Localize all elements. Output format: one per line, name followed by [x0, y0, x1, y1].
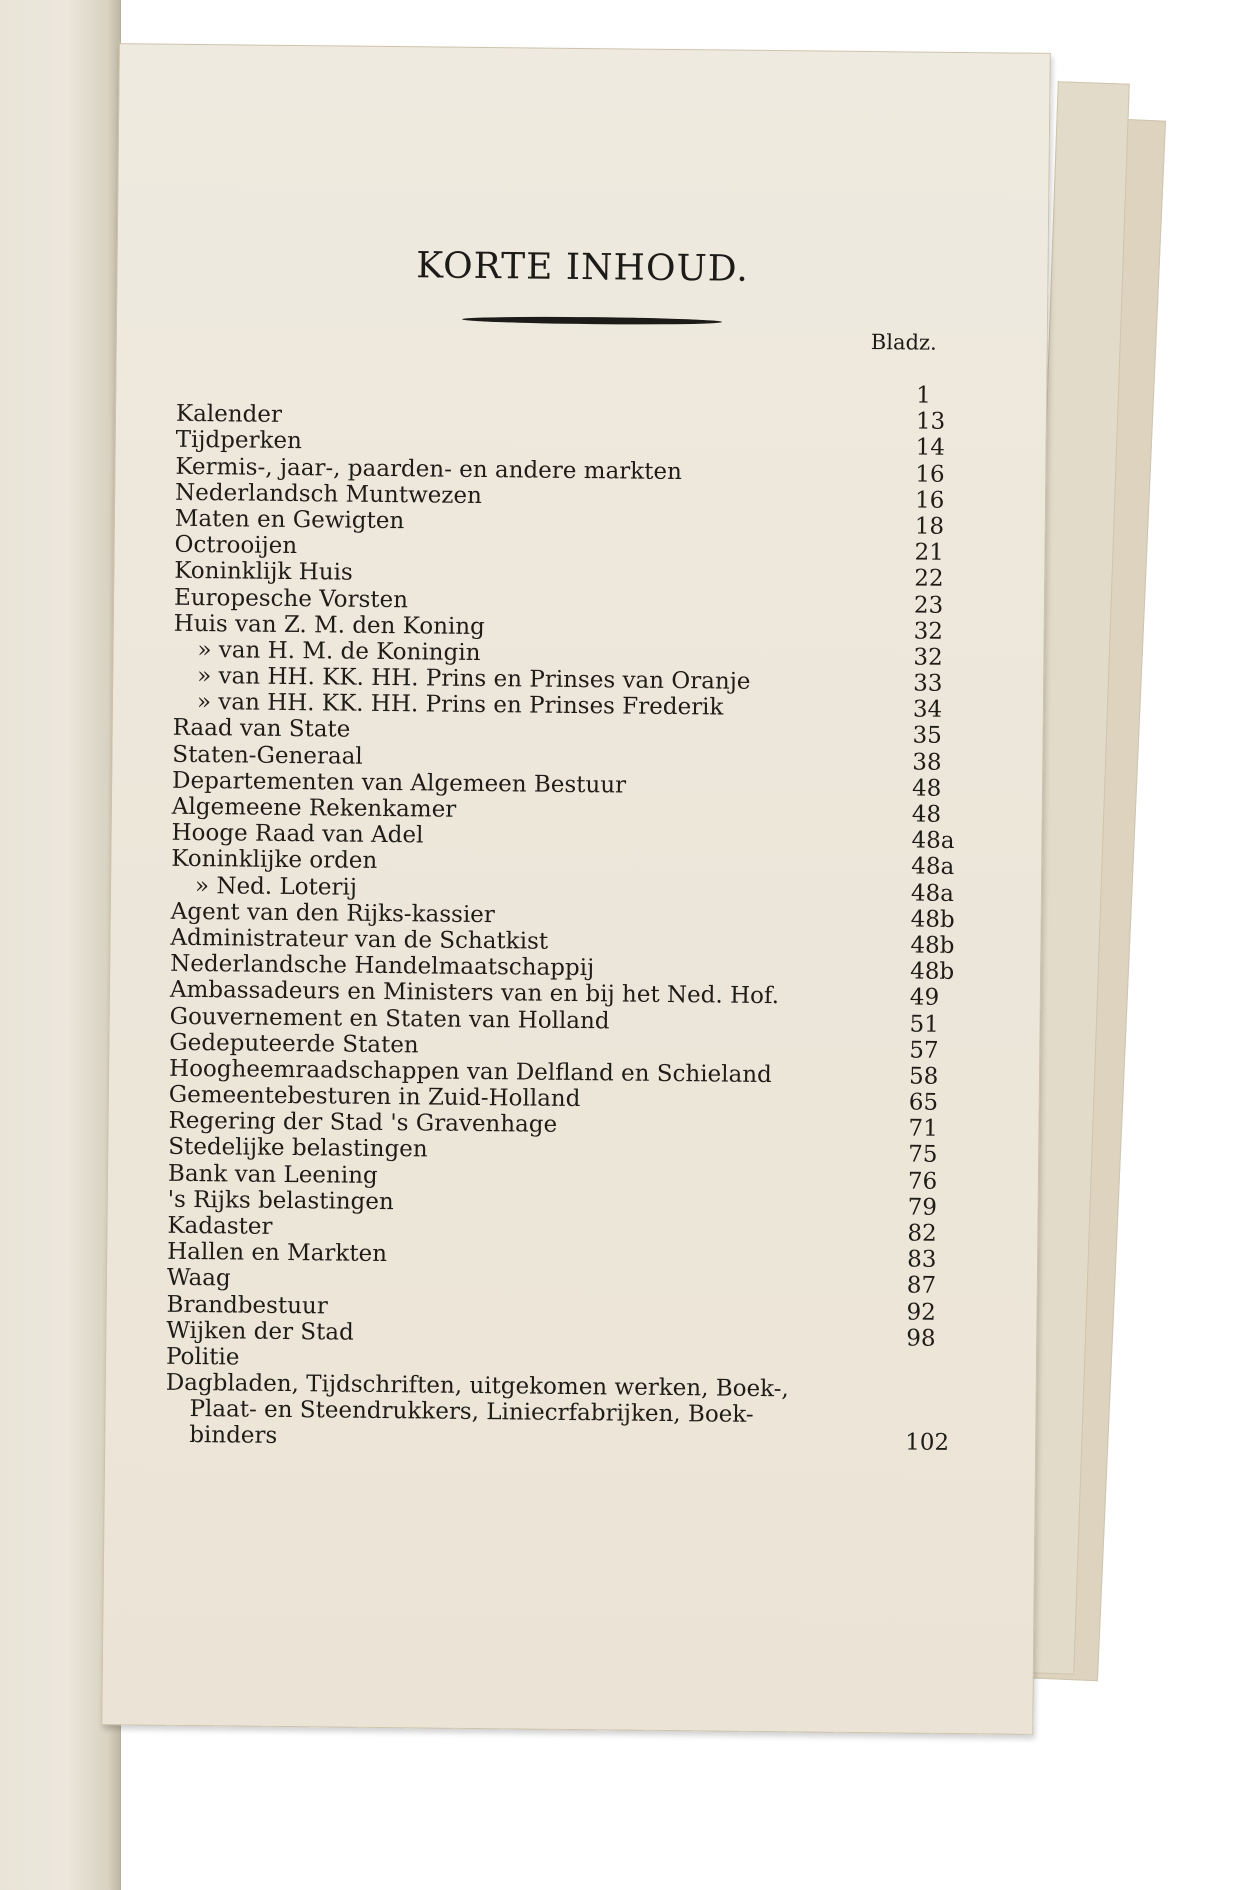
- toc-entry-page: 34: [912, 696, 943, 724]
- table-of-contents: [165, 375, 986, 1457]
- page-title: KORTE INHOUD.: [415, 245, 750, 290]
- toc-entry-title: Octrooijen: [174, 531, 298, 560]
- toc-entry-title: Nederlandsche Handelmaatschappij: [170, 950, 595, 982]
- toc-entry-page: 35: [912, 722, 943, 750]
- toc-entry-title: Gouvernement en Staten van Holland: [169, 1003, 610, 1034]
- page-column-label: Bladz.: [870, 330, 937, 355]
- toc-entry-title: Koninklijke orden: [171, 846, 378, 875]
- toc-entry-page: 76: [907, 1168, 938, 1195]
- toc-entry-title: » Ned. Loterij: [194, 872, 358, 901]
- toc-entry-page: 16: [915, 461, 945, 488]
- toc-entry-title: Kermis-, jaar-, paarden- en andere markten: [175, 453, 682, 485]
- toc-entry-title: Regering der Stad 's Gravenhage: [168, 1107, 558, 1139]
- toc-entry-line: binders: [189, 1422, 278, 1450]
- toc-entry-page: 38: [912, 749, 942, 776]
- toc-entry-page: 22: [914, 565, 944, 593]
- toc-entry-title: Gedeputeerde Staten: [169, 1029, 419, 1059]
- toc-entry-page: 49: [909, 984, 940, 1012]
- toc-entry-title: Waag: [166, 1265, 231, 1292]
- toc-entry-title: Stedelijke belastingen: [168, 1134, 428, 1163]
- toc-entry-multiline: [165, 1370, 976, 1456]
- toc-entry-page: 13: [915, 408, 946, 436]
- toc-entry-title: Departementen van Algemeen Bestuur: [171, 767, 627, 799]
- toc-entry-title: 's Rijks belastingen: [167, 1186, 394, 1215]
- toc-entry-page: 18: [914, 513, 945, 540]
- book-page: [101, 43, 1051, 1735]
- toc-entry-title: Raad van State: [172, 715, 351, 744]
- toc-entry-title: Administrateur van de Schatkist: [170, 924, 549, 955]
- toc-entry-page: 48a: [910, 880, 955, 907]
- toc-entry-page: 48b: [910, 932, 955, 959]
- toc-entry-title: Agent van den Rijks-kassier: [170, 898, 496, 928]
- toc-entry-page: 32: [913, 644, 943, 671]
- toc-entry-page: 23: [913, 592, 944, 619]
- toc-entry-page: 71: [908, 1115, 938, 1143]
- toc-entry-line: Plaat- en Steendrukkers, Liniecrfabrijken, Boek-: [189, 1396, 754, 1429]
- toc-entry-page: 58: [908, 1063, 939, 1090]
- toc-entry-line: Dagbladen, Tijdschriften, uitgekomen werken, Boek-,: [165, 1369, 789, 1403]
- toc-entry-page: 65: [908, 1089, 939, 1116]
- toc-entry-page: 57: [909, 1037, 939, 1064]
- toc-entry-page: 33: [913, 670, 943, 697]
- toc-entry-title: Kalender: [175, 400, 283, 429]
- toc-entry-title: Kadaster: [167, 1212, 273, 1240]
- toc-entry-page: 48b: [910, 958, 955, 986]
- toc-entry-page: 51: [909, 1011, 940, 1038]
- toc-entry-title: Politie: [165, 1343, 240, 1371]
- toc-entry-title: Algemeene Rekenkamer: [171, 793, 457, 823]
- toc-entry-title: Staten-Generaal: [172, 741, 363, 770]
- toc-entry-title: Tijdperken: [175, 427, 303, 455]
- toc-entry-page: 1: [916, 382, 931, 409]
- toc-entry-page: 16: [914, 487, 945, 514]
- toc-entry-title: Hooge Raad van Adel: [171, 819, 424, 849]
- toc-entry-title: Maten en Gewigten: [174, 505, 405, 535]
- toc-entry-title: Hallen en Markten: [167, 1238, 388, 1268]
- toc-entry-page: 82: [907, 1220, 937, 1247]
- toc-entry-page: 21: [914, 539, 944, 566]
- toc-entry-title: » van H. M. de Koningin: [197, 636, 481, 666]
- toc-entry-page: 48: [911, 801, 942, 828]
- toc-entry-page: 87: [906, 1272, 937, 1300]
- toc-entry-page: 75: [908, 1141, 938, 1169]
- toc-entry-title: Koninklijk Huis: [174, 558, 353, 586]
- toc-entry-title: Huis van Z. M. den Koning: [173, 610, 486, 640]
- toc-entry-title: Hoogheemraadschappen van Delfland en Schieland: [168, 1055, 772, 1088]
- toc-entry-page: 79: [907, 1194, 938, 1221]
- toc-entry-title: » van HH. KK. HH. Prins en Prinses Frederik: [196, 689, 724, 721]
- title-rule: [462, 316, 722, 326]
- toc-entry-title: Ambassadeurs en Ministers van en bij het Ned. Hof.: [169, 977, 780, 1010]
- toc-entry-title: Brandbestuur: [166, 1291, 328, 1319]
- toc-entry-page: 32: [913, 618, 944, 645]
- toc-entry-page: 102: [905, 1429, 950, 1457]
- toc-entry-title: Nederlandsch Muntwezen: [174, 479, 482, 509]
- toc-entry-page: 48b: [910, 906, 955, 933]
- toc-entry-title: » van HH. KK. HH. Prins en Prinses van Oranje: [197, 663, 751, 695]
- toc-entry-page: [906, 1351, 976, 1352]
- toc-entry-page: 98: [906, 1325, 936, 1352]
- toc-entry-title: Bank van Leening: [167, 1160, 378, 1189]
- toc-entry-page: 48: [911, 775, 942, 802]
- toc-entry-page: 48a: [911, 827, 955, 855]
- toc-entry-title: Gemeentebesturen in Zuid-Holland: [168, 1081, 581, 1113]
- toc-entry-page: 14: [915, 434, 946, 462]
- toc-entry-title: Wijken der Stad: [166, 1317, 354, 1346]
- toc-entry-page: 83: [907, 1246, 937, 1273]
- toc-entry-page: 48a: [911, 853, 955, 881]
- toc-entry-title: Europesche Vorsten: [173, 584, 409, 613]
- toc-entry-page: 92: [906, 1299, 937, 1326]
